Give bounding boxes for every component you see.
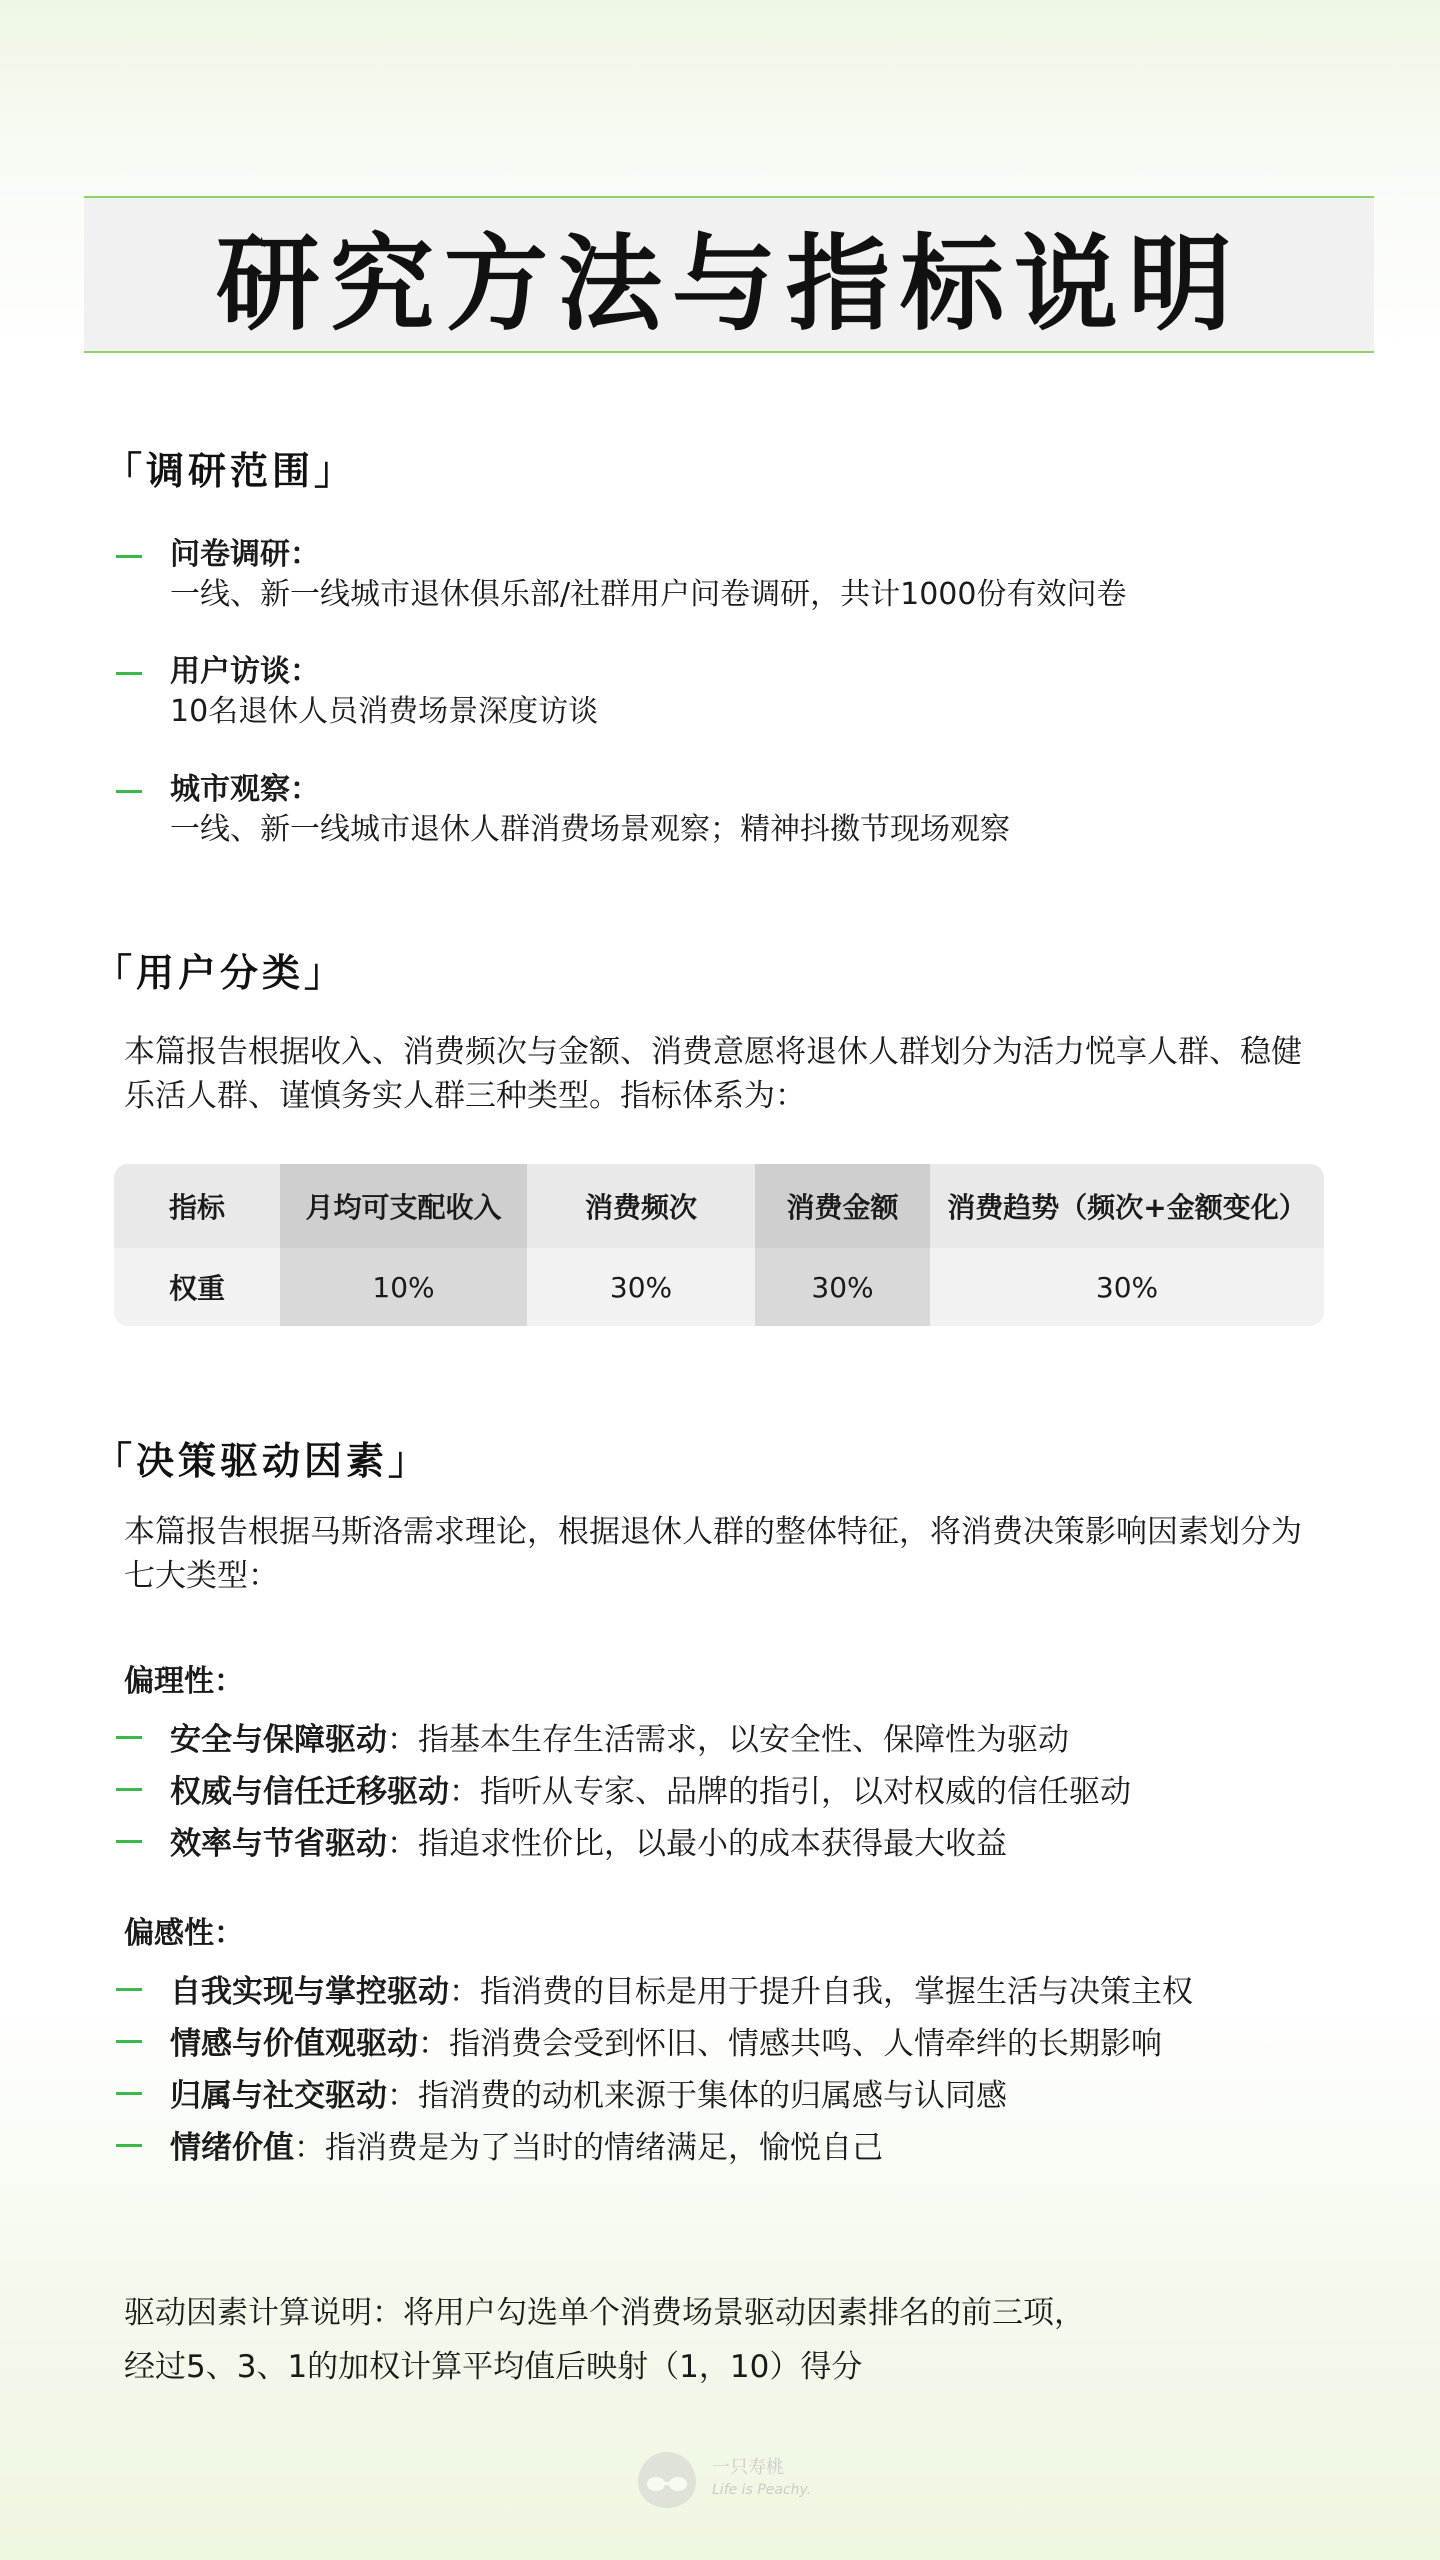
dash-icon [116, 1736, 142, 1739]
calc-note-line1: 驱动因素计算说明：将用户勾选单个消费场景驱动因素排名的前三项， [124, 2295, 1085, 2331]
section-heading-classification: 「用户分类」 [94, 951, 347, 995]
table-cell: 30% [930, 1248, 1324, 1326]
peach-icon [632, 2444, 702, 2514]
rational-heading: 偏理性： [124, 1664, 244, 1699]
driver-name: 归属与社交驱动 [170, 2078, 387, 2114]
driver-desc: ：指消费的目标是用于提升自我，掌握生活与决策主权 [449, 1974, 1193, 2010]
driver-name: 情绪价值 [170, 2130, 294, 2166]
driver-item [116, 1970, 1193, 2014]
table-header: 消费趋势（频次+金额变化） [930, 1164, 1324, 1248]
dash-icon [116, 1788, 142, 1791]
dash-icon [116, 790, 142, 793]
logo-tagline: Life is Peachy. [712, 2482, 812, 2498]
driver-desc: ：指基本生存生活需求，以安全性、保障性为驱动 [387, 1722, 1069, 1758]
table-header: 月均可支配收入 [280, 1164, 527, 1248]
driver-name: 权威与信任迁移驱动 [170, 1774, 449, 1810]
brand-logo [632, 2444, 811, 2514]
table-header: 消费金额 [755, 1164, 930, 1248]
driver-item [116, 1822, 1007, 1866]
driver-name: 效率与节省驱动 [170, 1826, 387, 1862]
table-cell: 30% [527, 1248, 755, 1326]
classification-paragraph: 本篇报告根据收入、消费频次与金额、消费意愿将退休人群划分为活力悦享人群、稳健乐活人群、谨慎务实人群三种类型。指标体系为： [124, 1034, 1302, 1114]
title-banner [84, 196, 1374, 353]
driver-desc: ：指追求性价比，以最小的成本获得最大收益 [387, 1826, 1007, 1862]
driver-item [116, 2126, 883, 2170]
scope-item-label: 城市观察： [170, 772, 320, 807]
driver-desc: ：指听从专家、品牌的指引，以对权威的信任驱动 [449, 1774, 1131, 1810]
dash-icon [116, 2144, 142, 2147]
emotional-heading: 偏感性： [124, 1916, 244, 1951]
drivers-paragraph: 本篇报告根据马斯洛需求理论，根据退休人群的整体特征，将消费决策影响因素划分为七大类型： [124, 1514, 1302, 1594]
dash-icon [116, 672, 142, 675]
table-header: 消费频次 [527, 1164, 755, 1248]
page-title: 研究方法与指标说明 [215, 222, 1242, 345]
driver-desc: ：指消费是为了当时的情绪满足，愉悦自己 [294, 2130, 883, 2166]
section-heading-drivers: 「决策驱动因素」 [94, 1439, 431, 1483]
scope-item-label: 用户访谈： [170, 654, 320, 689]
table-cell: 30% [755, 1248, 930, 1326]
dash-icon [116, 2040, 142, 2043]
driver-item [116, 2074, 1007, 2118]
table-cell: 10% [280, 1248, 527, 1326]
scope-item-label: 问卷调研： [170, 537, 320, 572]
driver-name: 情感与价值观驱动 [170, 2026, 418, 2062]
driver-desc: ：指消费的动机来源于集体的归属感与认同感 [387, 2078, 1007, 2114]
dash-icon [116, 1840, 142, 1843]
driver-desc: ：指消费会受到怀旧、情感共鸣、人情牵绊的长期影响 [418, 2026, 1162, 2062]
driver-name: 安全与保障驱动 [170, 1722, 387, 1758]
table-header: 指标 [114, 1164, 280, 1248]
driver-name: 自我实现与掌控驱动 [170, 1974, 449, 2010]
dash-icon [116, 555, 142, 558]
driver-item [116, 2022, 1162, 2066]
calc-note-line2: 经过5、3、1的加权计算平均值后映射（1，10）得分 [124, 2349, 863, 2385]
driver-item [116, 1770, 1131, 1814]
scope-item-desc: 一线、新一线城市退休俱乐部/社群用户问卷调研，共计1000份有效问卷 [170, 577, 1127, 612]
dash-icon [116, 1988, 142, 1991]
scope-item-desc: 一线、新一线城市退休人群消费场景观察；精神抖擞节现场观察 [170, 812, 1010, 847]
logo-name: 一只寿桃 [712, 2457, 784, 2478]
weight-table [114, 1164, 1324, 1326]
driver-item [116, 1718, 1069, 1762]
section-heading-scope: 「调研范围」 [104, 449, 357, 493]
scope-item-desc: 10名退休人员消费场景深度访谈 [170, 694, 599, 729]
table-row-label: 权重 [114, 1248, 280, 1326]
dash-icon [116, 2092, 142, 2095]
